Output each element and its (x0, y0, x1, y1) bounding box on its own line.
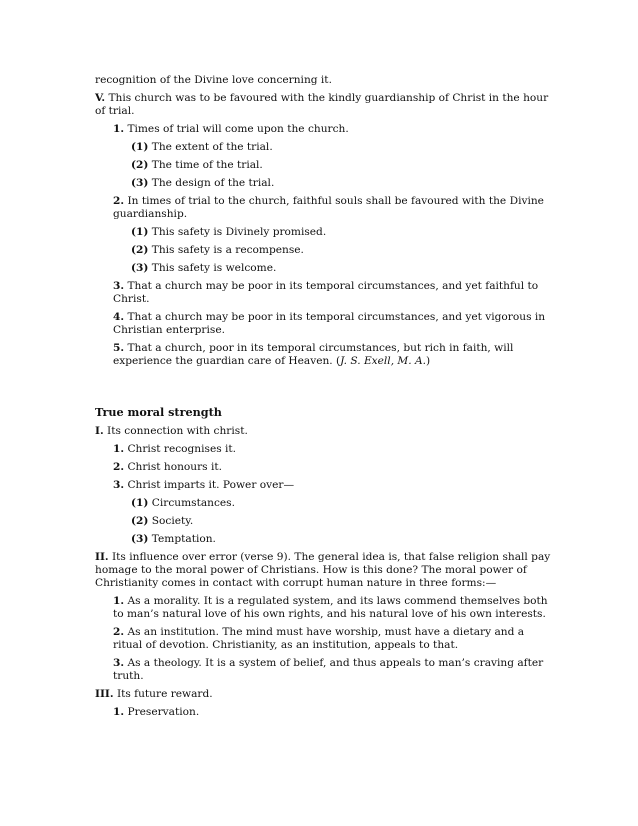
sub-point-text: Temptation. (151, 533, 216, 545)
document-page (95, 74, 555, 724)
sub-point-paragraph (131, 141, 555, 154)
sub-point-number: (1) (131, 141, 149, 153)
sub-point-number: (3) (131, 177, 149, 189)
point-number: 3. (113, 479, 125, 491)
section-text: Its future reward. (116, 688, 213, 700)
section-number: I. (95, 425, 104, 437)
sub-point-paragraph (131, 533, 555, 546)
sub-point-text: The design of the trial. (151, 177, 275, 189)
point-text: Times of trial will come upon the church. (127, 123, 349, 135)
point-number: 1. (113, 443, 125, 455)
point-text: Christ recognises it. (127, 443, 237, 455)
point-number: 2. (113, 195, 125, 207)
point-paragraph (113, 657, 555, 683)
point-text: As an institution. The mind must have worship, must have a dietary and a ritual of devotion. Christianity, as an institution, appeals to that. (113, 626, 525, 651)
point-text: Preservation. (127, 706, 200, 718)
section-text: Its influence over error (verse 9). The general idea is, that false religion shall pay homage to the moral power of Christians. How is this done? The moral power of Christianity comes in contact with corrupt human nature in three forms:— (95, 551, 551, 589)
section-iii-paragraph (95, 688, 555, 701)
point-paragraph (113, 626, 555, 652)
point-text: Christ honours it. (127, 461, 222, 473)
point-text: Christ imparts it. Power over— (127, 479, 295, 491)
point-paragraph (113, 342, 555, 368)
point-paragraph (113, 479, 555, 492)
point-paragraph (113, 461, 555, 474)
section-text: This church was to be favoured with the kindly guardianship of Christ in the hour of trial. (95, 92, 549, 117)
point-number: 3. (113, 280, 125, 292)
intro-line: recognition of the Divine love concerning it. (95, 74, 332, 86)
section-number: III. (95, 688, 114, 700)
sub-point-number: (1) (131, 226, 149, 238)
section-number: II. (95, 551, 109, 563)
point-text: That a church may be poor in its temporal circumstances, and yet faithful to Christ. (113, 280, 539, 305)
sub-point-text: This safety is welcome. (151, 262, 277, 274)
point-text: In times of trial to the church, faithful souls shall be favoured with the Divine guardianship. (113, 195, 544, 220)
point-paragraph (113, 706, 555, 719)
citation-close: ) (426, 355, 431, 367)
sub-point-number: (2) (131, 515, 149, 527)
point-paragraph (113, 280, 555, 306)
point-paragraph (113, 443, 555, 456)
point-number: 1. (113, 595, 125, 607)
sub-point-paragraph (131, 177, 555, 190)
point-number: 2. (113, 461, 125, 473)
point-paragraph (113, 311, 555, 337)
point-number: 3. (113, 657, 125, 669)
sub-point-number: (2) (131, 159, 149, 171)
section-heading: True moral strength (95, 405, 222, 419)
point-text: That a church, poor in its temporal circumstances, but rich in faith, will experience the guardian care of Heaven. ( (113, 342, 514, 367)
sub-point-number: (3) (131, 262, 149, 274)
point-number: 5. (113, 342, 125, 354)
sub-point-text: The extent of the trial. (151, 141, 273, 153)
sub-point-number: (1) (131, 497, 149, 509)
sub-point-paragraph (131, 497, 555, 510)
sub-point-number: (3) (131, 533, 149, 545)
point-number: 1. (113, 123, 125, 135)
section-i-paragraph (95, 425, 555, 438)
sub-point-text: This safety is Divinely promised. (151, 226, 327, 238)
sub-point-paragraph (131, 262, 555, 275)
sub-point-text: The time of the trial. (151, 159, 263, 171)
sub-point-text: This safety is a recompense. (151, 244, 304, 256)
point-number: 2. (113, 626, 125, 638)
point-number: 1. (113, 706, 125, 718)
section-number: V. (95, 92, 106, 104)
point-paragraph (113, 195, 555, 221)
sub-point-paragraph (131, 226, 555, 239)
point-number: 4. (113, 311, 125, 323)
sub-point-number: (2) (131, 244, 149, 256)
section-ii-paragraph (95, 551, 555, 590)
sub-point-text: Society. (151, 515, 194, 527)
sub-point-paragraph (131, 159, 555, 172)
point-text: That a church may be poor in its temporal circumstances, and yet vigorous in Christian enterprise. (113, 311, 546, 336)
sub-point-text: Circumstances. (151, 497, 235, 509)
point-text: As a morality. It is a regulated system, and its laws commend themselves both to man’s natural love of his own rights, and his natural love of his own interests. (113, 595, 548, 620)
section-text: Its connection with christ. (107, 425, 248, 437)
sub-point-paragraph (131, 244, 555, 257)
citation: J. S. Exell, M. A. (340, 355, 427, 367)
sub-point-paragraph (131, 515, 555, 528)
section-v-paragraph (95, 92, 555, 118)
point-paragraph (113, 595, 555, 621)
point-text: As a theology. It is a system of belief, and thus appeals to man’s craving after truth. (113, 657, 544, 682)
point-paragraph (113, 123, 555, 136)
